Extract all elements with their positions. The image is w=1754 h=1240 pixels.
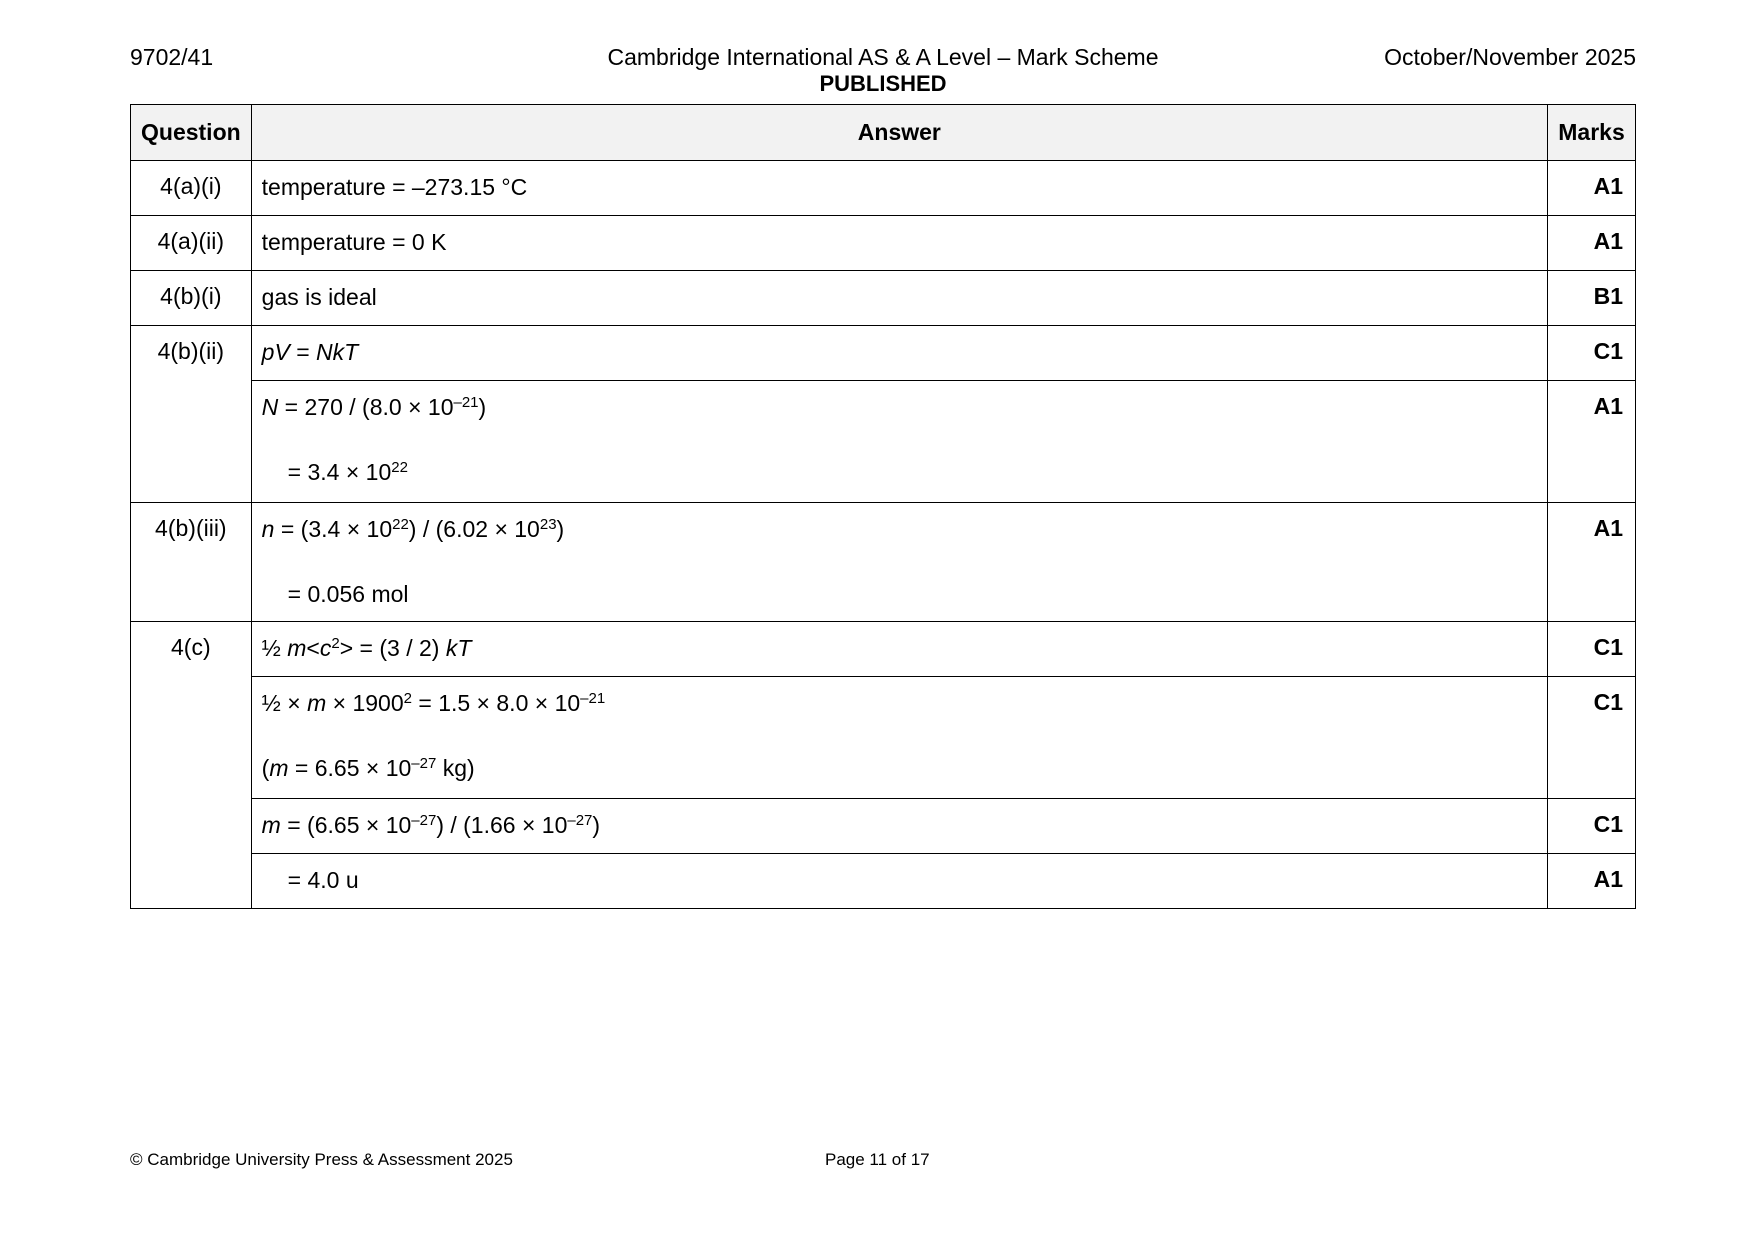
table-header-row <box>131 105 1636 161</box>
table-row <box>131 216 1636 271</box>
table-row <box>131 161 1636 216</box>
mark-cell: A1 <box>1548 381 1636 503</box>
page-number: Page 11 of 17 <box>825 1150 930 1169</box>
question-number: 4(b)(i) <box>131 271 252 326</box>
question-number: 4(b)(iii) <box>131 503 252 622</box>
copyright-notice: © Cambridge University Press & Assessment 2025 <box>130 1150 513 1169</box>
answer-cell: = 4.0 u <box>251 854 1547 909</box>
question-number: 4(c) <box>131 622 252 909</box>
table-row <box>131 381 1636 503</box>
answer-cell: temperature = –273.15 °C <box>251 161 1547 216</box>
mark-cell: A1 <box>1548 216 1636 271</box>
mark-cell: A1 <box>1548 161 1636 216</box>
syllabus-code: 9702/41 <box>130 44 214 70</box>
mark-cell: A1 <box>1548 854 1636 909</box>
question-number: 4(a)(i) <box>131 161 252 216</box>
answer-cell: ½ $m<c^2> = (3 / 2)$ kT <box>251 622 1547 677</box>
mark-cell: C1 <box>1548 622 1636 677</box>
published-label: PUBLISHED <box>819 71 947 96</box>
table-row <box>131 326 1636 381</box>
answer-cell: $m = (6.65 \times 10^{-27}) / (1.66 \times 10^{-27})$ <box>251 799 1547 854</box>
column-header-question: Question <box>131 105 252 161</box>
table-row <box>131 271 1636 326</box>
table-row <box>131 677 1636 799</box>
table-row <box>131 854 1636 909</box>
mark-cell: B1 <box>1548 271 1636 326</box>
table-row <box>131 503 1636 622</box>
mark-cell: C1 <box>1548 799 1636 854</box>
answer-cell: pV = NkT <box>251 326 1547 381</box>
answer-cell: $n = (3.4 \times 10^{22}) / (6.02 \times 10^{23})$ = 0.056 mol <box>251 503 1547 622</box>
answer-cell: gas is ideal <box>251 271 1547 326</box>
answer-cell: $N = 270 / (8.0 \times 10^{-21})$ = $3.4 \times 10^{22}$ <box>251 381 1547 503</box>
exam-session: October/November 2025 <box>1384 44 1636 70</box>
table-row <box>131 622 1636 677</box>
page-header <box>130 44 1636 100</box>
mark-cell: C1 <box>1548 326 1636 381</box>
question-number: 4(b)(ii) <box>131 326 252 503</box>
mark-cell: C1 <box>1548 677 1636 799</box>
mark-scheme-table <box>130 104 1636 909</box>
column-header-answer: Answer <box>251 105 1547 161</box>
answer-cell: ½ × $m \times 1900^2 = 1.5 \times 8.0 \times 10^{-21}$ ($m = 6.65 \times 10^{-27}$ kg) <box>251 677 1547 799</box>
column-header-marks: Marks <box>1548 105 1636 161</box>
mark-cell: A1 <box>1548 503 1636 622</box>
document-title: Cambridge International AS & A Level – Mark Scheme <box>607 44 1159 70</box>
question-number: 4(a)(ii) <box>131 216 252 271</box>
answer-cell: temperature = 0 K <box>251 216 1547 271</box>
table-row <box>131 799 1636 854</box>
